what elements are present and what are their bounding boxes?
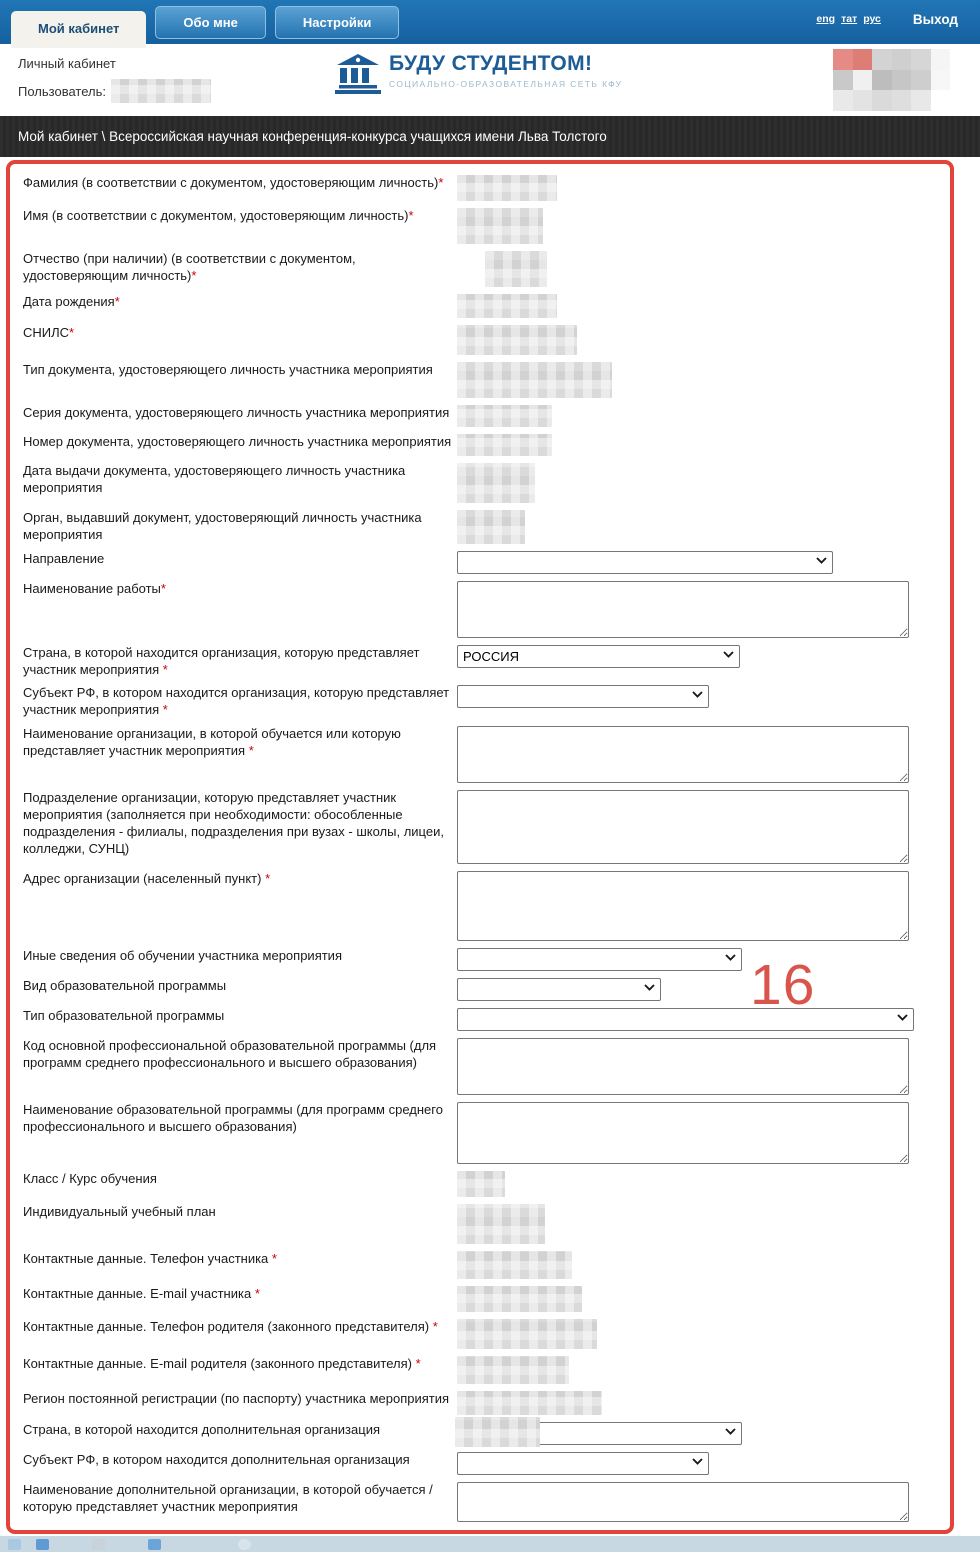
field-org-country-select[interactable] — [457, 645, 740, 668]
site-logo[interactable] — [335, 52, 622, 99]
field-label-individual-plan: Индивидуальный учебный план — [23, 1203, 216, 1219]
field-label-work-title: Наименование работы* — [23, 581, 166, 596]
redacted-value-doc-type — [457, 362, 612, 398]
required-asterisk: * — [162, 662, 168, 678]
form-row-doc-authority — [10, 506, 950, 547]
redacted-value-patronymic — [485, 251, 547, 287]
form-row-org-subdivision — [10, 786, 950, 867]
language-switcher — [816, 13, 881, 25]
field-extra-org-name-textarea[interactable] — [457, 1482, 909, 1522]
tab-about-me[interactable]: Обо мне — [155, 6, 265, 39]
form-row-participant-email — [10, 1282, 950, 1315]
required-asterisk: * — [408, 208, 414, 223]
field-label-edu-program-type: Тип образовательной программы — [23, 1007, 225, 1023]
logout-link[interactable]: Выход — [912, 11, 958, 27]
required-asterisk: * — [162, 702, 168, 718]
redacted-value-participant-email — [457, 1286, 582, 1312]
field-label-edu-program-kind: Вид образовательной программы — [23, 977, 227, 993]
form-row-extra-org-country — [10, 1418, 950, 1448]
form-row-doc-type — [10, 358, 950, 401]
form-row-birthdate — [10, 290, 950, 321]
top-navigation-bar — [0, 0, 980, 44]
registration-form — [6, 160, 954, 1534]
topbar-right — [816, 0, 980, 44]
field-label-birthdate: Дата рождения* — [23, 294, 120, 309]
field-label-org-subdivision: Подразделение организации, которую представляет участник мероприятия (заполняется при необходимости: обособленные подразделения - филиалы, подразделения при вузах - школы, лицеи, колледжи, СУНЦ) — [23, 789, 444, 857]
redacted-username — [111, 79, 211, 103]
field-label-doc-authority: Орган, выдавший документ, удостоверяющий личность участника мероприятия — [23, 510, 422, 543]
redacted-value-doc-series — [457, 405, 552, 427]
field-label-snils: СНИЛС* — [23, 325, 75, 340]
redacted-value-registration-region — [457, 1391, 602, 1415]
required-asterisk: * — [69, 325, 75, 340]
field-label-edu-program-code: Код основной профессиональной образовательной программы (для программ среднего профессионального и высшего образования) — [23, 1037, 437, 1070]
required-asterisk: * — [432, 1318, 438, 1334]
required-asterisk: * — [271, 1250, 277, 1266]
required-asterisk: * — [191, 268, 197, 284]
field-label-parent-email: Контактные данные. E-mail родителя (законного представителя) * — [23, 1355, 421, 1371]
field-edu-program-name-textarea[interactable] — [457, 1102, 909, 1164]
field-edu-program-code-textarea[interactable] — [457, 1038, 909, 1095]
required-asterisk: * — [114, 294, 120, 309]
sub-header — [0, 44, 980, 116]
form-row-parent-email — [10, 1352, 950, 1387]
field-label-doc-number: Номер документа, удостоверяющего личность участника мероприятия — [23, 434, 452, 449]
field-label-direction: Направление — [23, 551, 105, 566]
redacted-value-individual-plan — [457, 1204, 545, 1244]
field-edu-program-type-select[interactable] — [457, 1008, 914, 1031]
field-org-region-select[interactable] — [457, 685, 709, 708]
field-label-doc-type: Тип документа, удостоверяющего личность участника мероприятия — [23, 362, 433, 377]
required-asterisk: * — [160, 581, 166, 596]
field-label-doc-series: Серия документа, удостоверяющего личность участника мероприятия — [23, 405, 450, 420]
form-row-direction — [10, 547, 950, 577]
redacted-value-firstname — [457, 208, 543, 244]
field-label-registration-region: Регион постоянной регистрации (по паспорту) участника мероприятия — [23, 1390, 450, 1406]
form-row-org-region — [10, 681, 950, 721]
footer-social-icon[interactable] — [8, 1539, 21, 1550]
form-row-org-address — [10, 867, 950, 944]
form-row-extra-org-name — [10, 1478, 950, 1525]
form-row-org-name — [10, 722, 950, 786]
field-label-other-education-info: Иные сведения об обучении участника мероприятия — [23, 947, 342, 963]
field-org-address-textarea[interactable] — [457, 871, 909, 941]
cabinet-label: Личный кабинет — [18, 56, 116, 71]
lang-link-tat[interactable]: тат — [841, 13, 858, 25]
breadcrumb: Мой кабинет \ Всероссийская научная конференция-конкурса учащихся имени Льва Толстого — [0, 116, 980, 157]
field-label-parent-phone: Контактные данные. Телефон родителя (законного представителя) * — [23, 1318, 438, 1334]
field-label-extra-org-region: Субъект РФ, в котором находится дополнительная организация — [23, 1451, 410, 1467]
redacted-value-birthdate — [457, 294, 557, 318]
field-other-education-info-select[interactable] — [457, 948, 742, 971]
field-label-extra-org-name: Наименование дополнительной организации, в которой обучается / которую представляет участник мероприятия — [23, 1481, 433, 1514]
redacted-value-extra-org-country — [455, 1417, 540, 1447]
form-row-class-course — [10, 1167, 950, 1200]
form-row-extra-org-region — [10, 1448, 950, 1478]
field-label-participant-email: Контактные данные. E-mail участника * — [23, 1285, 260, 1301]
redacted-value-participant-phone — [457, 1251, 572, 1279]
form-row-snils — [10, 321, 950, 358]
field-label-org-name: Наименование организации, в которой обучается или которую представляет участник мероприятия * — [23, 725, 401, 758]
redacted-value-snils — [457, 325, 577, 355]
lang-link-rus[interactable]: рус — [863, 13, 881, 25]
tab-my-cabinet[interactable]: Мой кабинет — [11, 11, 146, 48]
form-row-work-title — [10, 577, 950, 641]
form-row-firstname — [10, 204, 950, 247]
footer-social-icon[interactable] — [148, 1539, 161, 1550]
field-label-participant-phone: Контактные данные. Телефон участника * — [23, 1250, 277, 1266]
field-extra-org-region-select[interactable] — [457, 1452, 709, 1475]
form-row-parent-phone — [10, 1315, 950, 1352]
lang-link-eng[interactable]: eng — [816, 13, 836, 25]
logo-title: БУДУ СТУДЕНТОМ! — [389, 52, 593, 75]
form-row-doc-number — [10, 430, 950, 459]
watermark-number: 16 — [750, 953, 816, 1017]
university-building-icon — [335, 52, 381, 99]
redacted-value-doc-authority — [457, 510, 525, 544]
required-asterisk: * — [254, 1285, 260, 1301]
field-org-name-textarea[interactable] — [457, 726, 909, 783]
form-row-participant-phone — [10, 1247, 950, 1282]
field-label-class-course: Класс / Курс обучения — [23, 1170, 157, 1186]
redacted-user-photo — [833, 49, 950, 111]
required-asterisk: * — [265, 870, 271, 886]
field-label-org-address: Адрес организации (населенный пункт) * — [23, 870, 271, 886]
field-work-title-textarea[interactable] — [457, 581, 909, 638]
form-row-doc-issue-date — [10, 459, 950, 506]
field-label-edu-program-name: Наименование образовательной программы (для программ среднего профессионального и высшего образования) — [23, 1101, 443, 1134]
field-label-extra-org-country: Страна, в которой находится дополнительная организация — [23, 1421, 380, 1437]
field-label-doc-issue-date: Дата выдачи документа, удостоверяющего личность участника мероприятия — [23, 463, 406, 496]
form-row-patronymic — [10, 247, 950, 290]
logo-subtitle: СОЦИАЛЬНО-ОБРАЗОВАТЕЛЬНАЯ СЕТЬ КФУ — [389, 79, 623, 89]
field-label-surname: Фамилия (в соответствии с документом, удостоверяющим личность)* — [23, 175, 444, 190]
form-row-doc-series — [10, 401, 950, 430]
form-row-surname — [10, 171, 950, 204]
required-asterisk: * — [248, 742, 254, 758]
footer-social-icon[interactable] — [238, 1539, 251, 1550]
tab-bar — [0, 0, 399, 44]
redacted-value-surname — [457, 175, 557, 201]
field-direction-select[interactable] — [457, 551, 833, 574]
footer-social-icon[interactable] — [92, 1539, 105, 1550]
field-label-org-region: Субъект РФ, в котором находится организация, которую представляет участник мероприятия * — [23, 685, 450, 718]
tab-settings[interactable]: Настройки — [275, 6, 400, 39]
field-label-firstname: Имя (в соответствии с документом, удостоверяющим личность)* — [23, 208, 414, 223]
user-block — [18, 52, 318, 103]
field-org-subdivision-textarea[interactable] — [457, 790, 909, 864]
form-row-edu-program-code — [10, 1034, 950, 1098]
field-edu-program-kind-select[interactable] — [457, 978, 661, 1001]
field-label-org-country: Страна, в которой находится организация, которую представляет участник мероприятия * — [23, 645, 420, 678]
form-row-org-country — [10, 641, 950, 681]
redacted-value-doc-issue-date — [457, 463, 535, 503]
field-label-patronymic: Отчество (при наличии) (в соответствии с документом, удостоверяющим личность)* — [23, 251, 356, 284]
footer-strip — [0, 1536, 980, 1552]
footer-social-icon[interactable] — [36, 1539, 49, 1550]
form-row-edu-program-name — [10, 1098, 950, 1167]
redacted-value-class-course — [457, 1171, 505, 1197]
required-asterisk: * — [415, 1355, 421, 1371]
required-asterisk: * — [438, 175, 444, 190]
redacted-value-parent-phone — [457, 1319, 597, 1349]
redacted-value-parent-email — [457, 1356, 569, 1384]
form-row-individual-plan — [10, 1200, 950, 1247]
user-label: Пользователь: — [18, 83, 106, 99]
redacted-value-doc-number — [457, 434, 552, 456]
form-row-registration-region — [10, 1387, 950, 1418]
